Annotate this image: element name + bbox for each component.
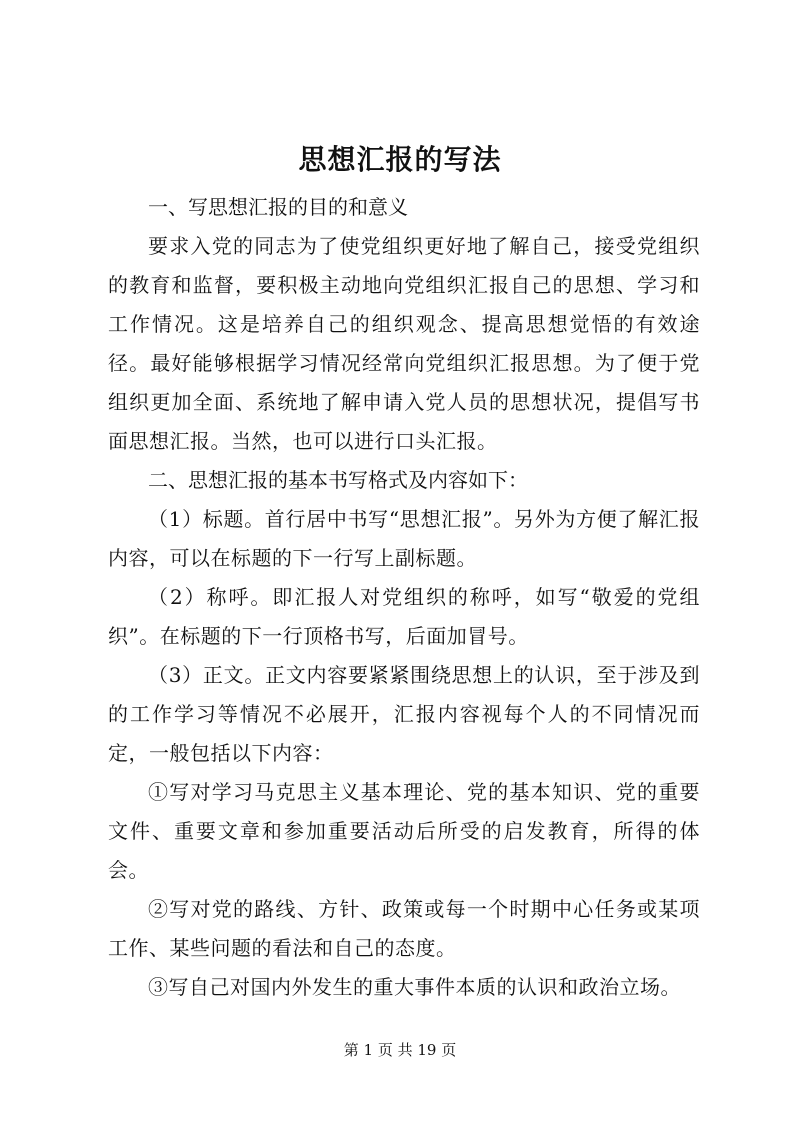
list-item-1: ①写对学习马克思主义基本理论、党的基本知识、党的重要文件、重要文章和参加重要活动后所受的启发教育，所得的体会。 <box>108 780 700 882</box>
document-title: 思想汇报的写法 <box>298 143 502 176</box>
paragraph-purpose: 要求入党的同志为了使党组织更好地了解自己，接受党组织的教育和监督，要积极主动地向党组织汇报自己的思想、学习和工作情况。这是培养自己的组织观念、提高思想觉悟的有效途径。最好能够根据学习情况经常向党组织汇报思想。为了便于党组织更加全面、系统地了解申请入党人员的思想状况，提倡写书面思想汇报。当然，也可以进行口头汇报。 <box>108 234 700 453</box>
page-footer: 第 1 页 共 19 页 <box>343 1041 457 1059</box>
list-item-3: ③写自己对国内外发生的重大事件本质的认识和政治立场。 <box>148 975 681 999</box>
paragraph-title: （1）标题。首行居中书写“思想汇报”。另外为方便了解汇报内容，可以在标题的下一行写上副标题。 <box>108 507 700 570</box>
paragraph-body: （3）正文。正文内容要紧紧围绕思想上的认识，至于涉及到的工作学习等情况不必展开，汇报内容视每个人的不同情况而定，一般包括以下内容： <box>108 663 700 765</box>
paragraph-salutation: （2）称呼。即汇报人对党组织的称呼，如写“敬爱的党组织”。在标题的下一行顶格书写，后面加冒号。 <box>108 585 700 648</box>
section-heading-purpose: 一、写思想汇报的目的和意义 <box>148 195 408 219</box>
section-heading-format: 二、思想汇报的基本书写格式及内容如下： <box>148 468 528 492</box>
document-body <box>108 188 700 1007</box>
list-item-2: ②写对党的路线、方针、政策或每一个时期中心任务或某项工作、某些问题的看法和自己的态度。 <box>108 897 700 960</box>
